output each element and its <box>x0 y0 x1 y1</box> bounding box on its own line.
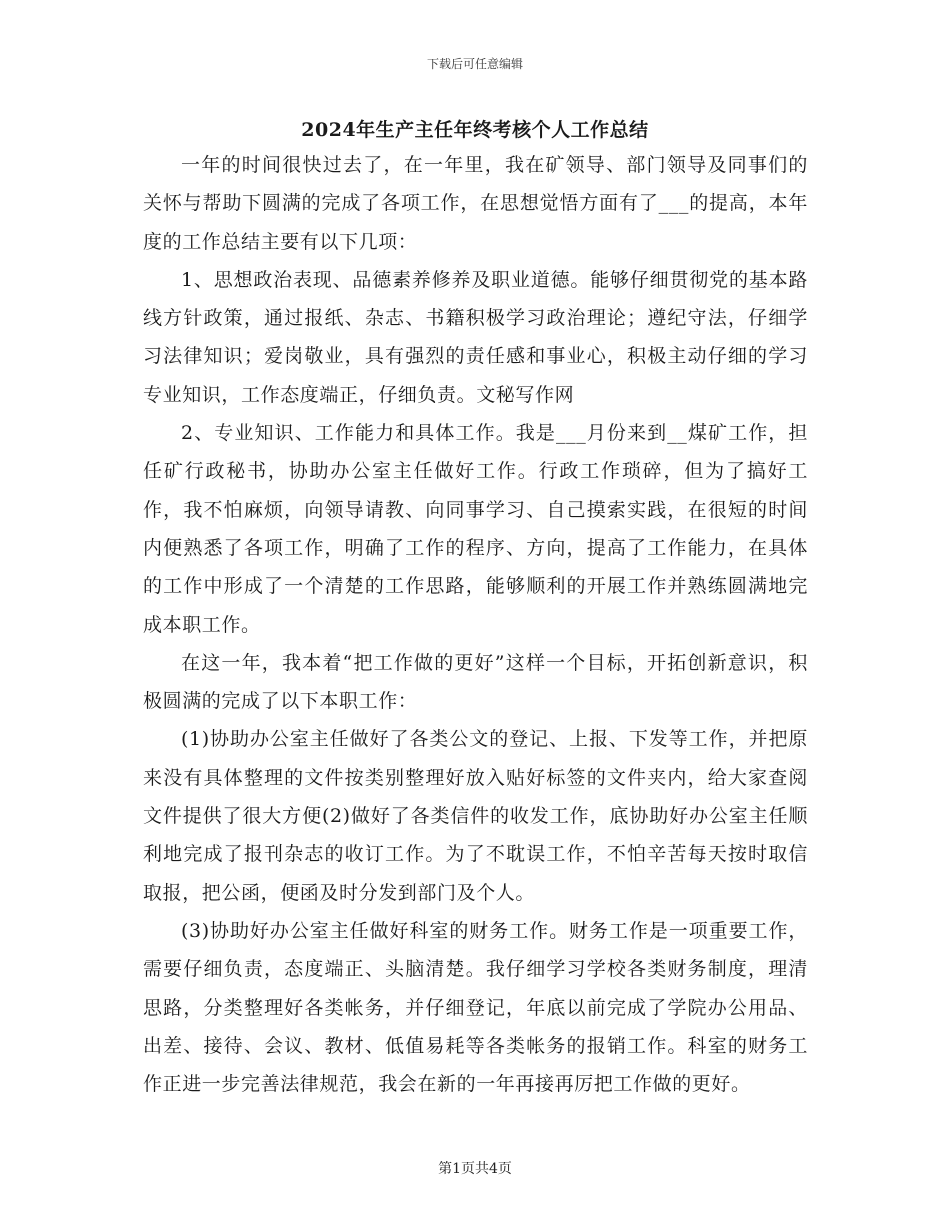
page-number: 第1页共4页 <box>438 1161 512 1177</box>
paragraph-section-2: 2、专业知识、工作能力和具体工作。我是___月份来到__煤矿工作，担任矿行政秘书，协助办公室主任做好工作。行政工作琐碎，但为了搞好工作，我不怕麻烦，向领导请教、向同事学习、自己摸索实践，在很短的时间内便熟悉了各项工作，明确了工作的程序、方向，提高了工作能力，在具体的工作中形成了一个清楚的工作思路，能够顺利的开展工作并熟练圆满地完成本职工作。 <box>143 422 808 636</box>
header-note: 下载后可任意编辑 <box>426 57 523 71</box>
paragraph-intro: 一年的时间很快过去了，在一年里，我在矿领导、部门领导及同事们的关怀与帮助下圆满的完成了各项工作，在思想觉悟方面有了___的提高，本年度的工作总结主要有以下几项： <box>143 154 808 253</box>
paragraph-item-3: (3)协助好办公室主任做好科室的财务工作。财务工作是一项重要工作，需要仔细负责，态度端正、头脑清楚。我仔细学习学校各类财务制度，理清思路，分类整理好各类帐务，并仔细登记，年底以前完成了学院办公用品、出差、接待、会议、教材、低值易耗等各类帐务的报销工作。科室的财务工作正进一步完善法律规范，我会在新的一年再接再厉把工作做的更好。 <box>143 919 808 1096</box>
paragraph-item-1-2: (1)协助办公室主任做好了各类公文的登记、上报、下发等工作，并把原来没有具体整理的文件按类别整理好放入贴好标签的文件夹内，给大家查阅文件提供了很大方便(2)做好了各类信件的收发工作，底协助好办公室主任顺利地完成了报刊杂志的收订工作。为了不耽误工作，不怕辛苦每天按时取信取报，把公函，便函及时分发到部门及个人。 <box>143 728 808 904</box>
document-title: 2024年生产主任年终考核个人工作总结 <box>301 119 649 141</box>
document-body <box>143 146 808 1103</box>
paragraph-section-1: 1、思想政治表现、品德素养修养及职业道德。能够仔细贯彻党的基本路线方针政策，通过报纸、杂志、书籍积极学习政治理论；遵纪守法，仔细学习法律知识；爱岗敬业，具有强烈的责任感和事业心，积极主动仔细的学习专业知识，工作态度端正，仔细负责。文秘写作网 <box>143 268 808 406</box>
paragraph-goal: 在这一年，我本着“把工作做的更好”这样一个目标，开拓创新意识，积极圆满的完成了以下本职工作： <box>143 651 808 713</box>
